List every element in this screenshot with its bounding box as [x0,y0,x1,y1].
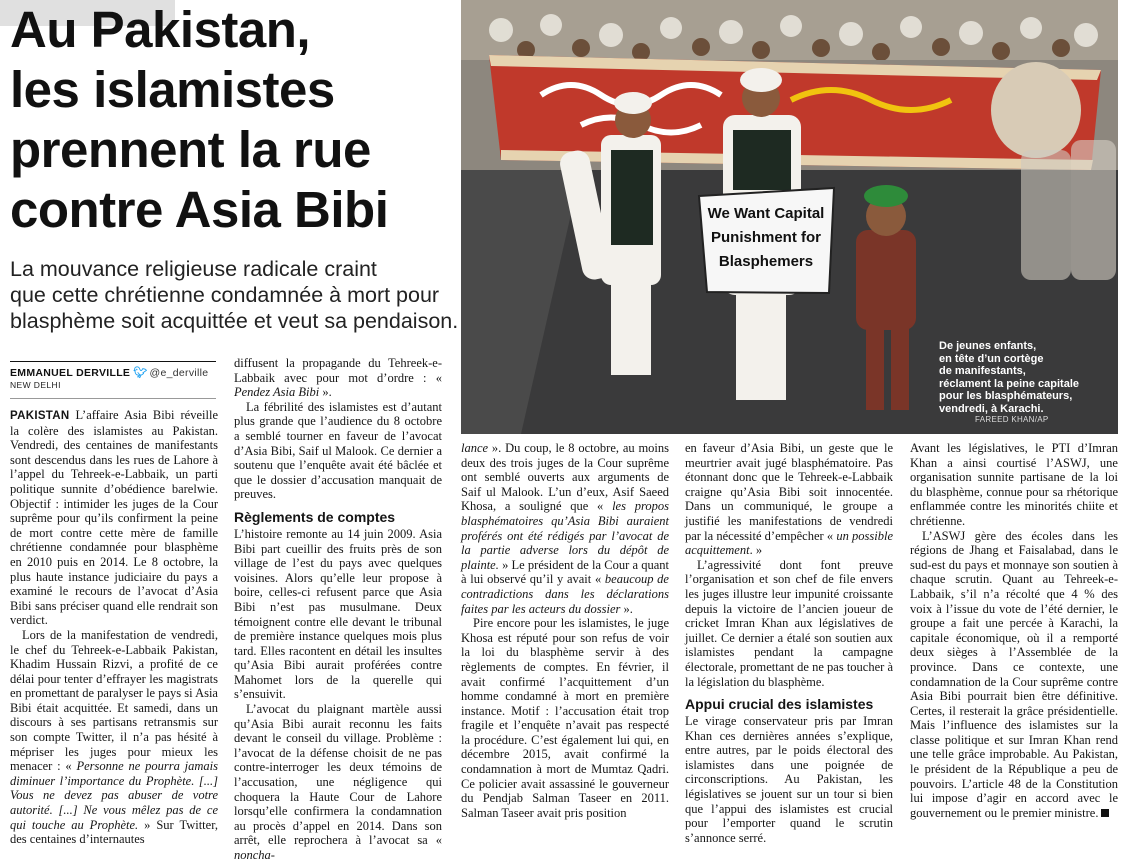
text: L’ASWJ gère des écoles dans les régions de Jhang et Faisalabad, dans le sud-est du pays et monnaye son soutien à chaque scrutin. Quant au Tehreek-e-Labbaik, s’il n’a récolté que 4 % des voix à l’issue du vote de l’été dernier, le groupe a fait une percée à Karachi, la capitale économique, où il a remporté deux sièges à l’Assemblée de la province. Dans ce contexte, une condamnation de la Cour suprême contre Asia Bibi pourrait bien être définitive. Certes, il resterait la grâce présidentielle. Mais l’influence des islamistes sur la classe politique et sur Imran Khan rend une telle grâce improbable. Au Pakistan, le président de la République a peu de pouvoirs. L’article 48 de la Constitution lui impose d’agir en accord avec le gouvernement ou le premier ministre. [910,528,1118,820]
deck-line: que cette chrétienne condamnée à mort pour [10,283,440,307]
photo-caption [939,340,1104,415]
paragraph [461,441,669,616]
text: » Le président de la Cour a quant à lui observé qu’il y avait « [461,557,669,587]
headline-line: les islamistes [10,61,335,118]
headline-line: contre Asia Bibi [10,181,389,238]
deck [10,256,459,334]
photo-credit: FAREED KHAN/AP [975,415,1049,424]
quote: lance [461,441,489,455]
caption-line: pour les blasphémateurs, [939,390,1073,402]
quote: noncha- [234,848,275,862]
end-of-article-mark [1101,809,1109,817]
caption-line: De jeunes enfants, [939,340,1037,352]
text: ». [319,385,332,400]
paragraph: Pire encore pour les islamistes, le juge Khosa est réputé pour son refus de voir la loi du blasphème servir à des règlements de comptes. En février, il avait confirmé l’acquittement d’un homme condamné à mort en première instance. Motif : l’accusation était trop fragile et l’enquête n’avait pas respecté la procédure. C’est également lui qui, en décembre 2015, avait confirmé la condamnation à mort de Mumtaz Qadri. Ce policier avait assassiné le gouverneur du Pendjab Salman Taseer en 2011. Salman Taseer avait pris position [461,616,669,820]
article-column-2 [234,356,442,863]
quote: Pendez Asia Bibi [234,385,320,400]
paragraph [234,356,442,400]
subhead: Règlements de comptes [234,508,396,525]
headline-line: prennent la rue [10,121,371,178]
article-column-3 [461,441,669,820]
deck-line: blasphème soit acquittée et veut sa pendaison. [10,309,459,333]
byline [10,366,208,379]
caption-line: en tête d’un cortège [939,352,1044,365]
paragraph [234,702,442,863]
text: . » [749,543,763,558]
dateline: NEW DELHI [10,380,61,390]
column-rule [10,398,216,399]
quote: beaucoup de contradictions dans les déclarations faites par les acteurs du dossier [461,572,669,616]
paragraph [10,628,218,847]
headline [10,0,450,240]
twitter-handle: @e_derville [149,367,209,379]
text: ». Du coup, le 8 octobre, au moins deux des trois juges de la Cour suprême ont semblé ouverts aux arguments de Saif ul Malook. L’un d’eux, Asif Saeed Khosa, a souligné que « [461,441,669,514]
quote: un possible acquittement [685,528,893,558]
headline-line: Au Pakistan, [10,1,311,58]
paragraph [910,529,1118,821]
text: L’avocat du plaignant martèle aussi qu’Asia Bibi aurait reconnu les faits devant le conseil du village. Problème : l’avocat de la défense choisit de ne pas contre-interroger les deux témoins de l’accusation, une négligence qui choquera la Haute Cour de Lahore lorsqu’elle confirmera la condamnation au procès d’appel en 2014. Dans son arrêt, elle reprochera à l’avocat sa « [234,702,442,848]
deck-line: La mouvance religieuse radicale craint [10,257,377,281]
sign-text: Blasphemers [718,253,814,270]
text: en faveur d’Asia Bibi, un geste que le meurtrier avait jugé blasphématoire. Pas étonnant donc que le Tehreek-e-Labbaik craigne qu’Asia Bibi soit innocentée. Dans un communiqué, le groupe a justifié les manifestations de vendredi par la nécessité d’empêcher « [685,441,893,543]
text: diffusent la propagande du Tehreek-e-Labbaik avec pour mot d’ordre : « [234,356,442,385]
paragraph [685,441,893,558]
sign-text: We Want Capital [707,205,825,222]
text: » Sur Twitter, des centaines d’internautes [10,817,218,847]
text: ». [620,601,633,616]
paragraph [10,408,218,628]
article-column-4 [685,441,893,845]
lead-word: PAKISTAN [10,410,70,422]
paragraph: L’histoire remonte au 14 juin 2009. Asia Bibi part cueillir des fruits près de son village de l’est du pays avec quelques voisines. Alors qu’elle leur propose à boire, celles-ci refusent parce que Asia Bibi n’est pas musulmane. Deux témoignent contre elle devant le tribunal de première instance quelques mois plus tard. Elles racontent en détail les insultes qu’Asia Bibi aurait proférées contre Mahomet lors de la querelle qui s’ensuivit. [234,526,442,702]
quote: les propos blasphématoires qu’Asia Bibi auraient proférés ont été rédigés par l’avocat de la partie adverse lors du dépôt de plainte. [461,499,669,572]
article-column-1 [10,408,218,847]
caption-line: réclament la peine capitale [939,377,1080,390]
sign-text: Punishment for [710,229,822,246]
article-column-5 [910,441,1118,820]
text: L’affaire Asia Bibi réveille la colère des islamistes au Pakistan. Vendredi, des centaines de manifestants sont descendus dans les rues de Lahore à l’appel du Tehreek-e-Labbaik, un parti politique sunnite d’obédience barelwie. Objectif : intimider les juges de la Cour suprême pour qu’ils confirment la peine de mort contre cette mère de famille chrétienne condamnée pour blasphème en 2010 puis en 2014. Le 8 octobre, la plus haute instance judiciaire du pays a examiné le recours de l’avocat d’Asia Bibi sans préciser quand elle rendrait son verdict. [10,408,218,628]
author-name: EMMANUEL DERVILLE [10,367,131,379]
quote: Personne ne pourra jamais diminuer l’importance du Prophète. [...] Vous ne devez pas abuser de votre autorité. [...] Ne vous mêlez pas de ce qui touche au Prophète. [10,759,218,832]
text: Lors de la manifestation de vendredi, le chef du Tehreek-e-Labbaik Pakistan, Khadim Hussain Rizvi, a profité de ce délai pour tenter d’effrayer les magistrats en promettant de paralyser le pays si Asia Bibi était acquittée. Et samedi, dans un discours à ses partisans retransmis sur son compte Twitter, il n’a pas hésité à mépriser les juges pour mieux les menacer : « [10,627,218,774]
twitter-bird-icon: 🐦︎ [133,367,148,379]
subhead: Appui crucial des islamistes [685,696,874,713]
paragraph: Avant les législatives, le PTI d’Imran Khan a ainsi courtisé l’ASWJ, une organisation sunnite partisane de la loi du blasphème, connue pour sa rhétorique enflammée contre les minorités chiite et chrétienne. [910,441,1118,528]
paragraph: Le virage conservateur pris par Imran Khan ces dernières années s’explique, entre autres, par le poids électoral des islamistes dans une poignée de circonscriptions. Au Pakistan, les législatives se jouent sur un tour si bien que l’appui des islamistes est crucial pour l’emporter quand le scrutin s’annonce serré. [685,714,893,845]
caption-line: vendredi, à Karachi. [939,402,1044,415]
caption-line: de manifestants, [939,365,1026,377]
paragraph: L’agressivité dont font preuve l’organisation et son chef de file envers les juges illustre leur impunité croissante depuis la victoire de l’ancien joueur de cricket Imran Khan aux législatives de juillet. Ce dernier a étalé son soutien aux islamistes pendant la campagne électorale, promettant de ne pas toucher à la législation du blasphème. [685,557,893,689]
byline-rule [10,361,216,362]
paragraph: La fébrilité des islamistes est d’autant plus grande que l’audience du 8 octobre a semblé tourner en faveur de l’avocat d’Asia Bibi, Saif ul Malook. Ce dernier a soutenu que l’enquête avait été bâclée et que le dossier d’accusation manquait de preuves. [234,399,442,502]
article-photo [461,0,1118,434]
